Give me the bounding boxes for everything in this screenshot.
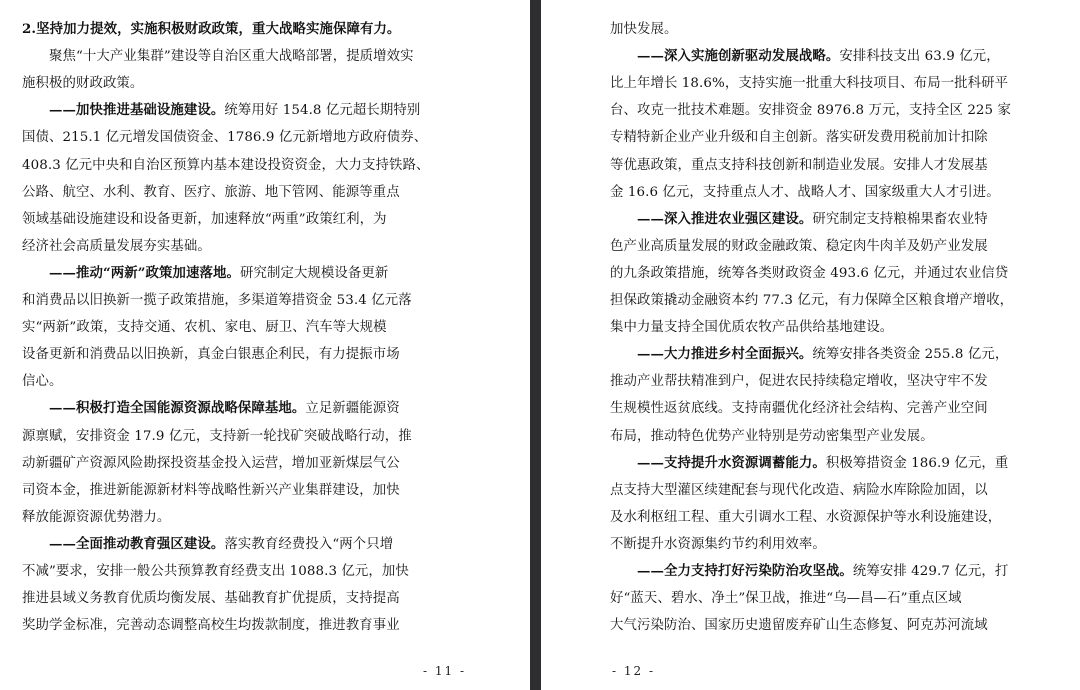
body-text: 比上年增长 18.6%，支持实施一批重大科技项目、布局一批科研平: [610, 76, 1009, 92]
body-text: 统筹用好 154.8 亿元超长期特别: [224, 103, 421, 119]
text-line: [610, 179, 1000, 206]
text-line: [22, 260, 388, 287]
text-line: [610, 287, 1013, 314]
body-text: 和消费品以旧换新一揽子政策措施，多渠道筹措资金 53.4 亿元落: [22, 293, 412, 308]
body-text: 专精特新企业产业升级和自主创新。落实研发费用税前加计扣除: [610, 130, 988, 146]
text-line: [610, 314, 893, 341]
text-line: [610, 477, 988, 504]
page-number-left: - 11 -: [423, 664, 467, 678]
text-line: [610, 558, 1008, 585]
page-divider: [530, 0, 541, 690]
page-number-right: - 12 -: [612, 664, 656, 678]
body-text: 聚焦“十大产业集群”建设等自治区重大战略部署，提质增效实: [49, 49, 414, 65]
text-line: [22, 395, 400, 422]
text-line: [22, 179, 400, 206]
body-text: 领域基础设施建设和设备更新，加速释放“两重”政策红利，为: [22, 211, 387, 227]
text-line: [610, 612, 988, 639]
heading-text: ——推动“两新”政策加速落地。: [49, 264, 240, 281]
body-text: 实“两新”政策，支持交通、农机、家电、厨卫、汽车等大规模: [22, 320, 387, 336]
body-text: 推进县域义务教育优质均衡发展、基础教育扩优提质，支持提高: [22, 591, 400, 607]
body-text: 生规模性返贫底线。支持南疆优化经济社会结构、完善产业空间: [610, 401, 988, 417]
heading-text: ——全面推动教育强区建设。: [49, 535, 225, 552]
text-line: [22, 233, 211, 260]
text-line: [22, 612, 400, 639]
text-line: [610, 260, 1008, 287]
text-line: [22, 504, 170, 531]
body-text: 不断提升水资源集约节约利用效率。: [610, 536, 826, 552]
text-line: [610, 368, 988, 395]
text-line: [610, 152, 988, 179]
text-line: [22, 70, 143, 97]
text-line: [610, 531, 826, 558]
body-text: 安排科技支出 63.9 亿元，: [839, 49, 1000, 65]
text-line: [22, 16, 400, 43]
body-text: 推动产业帮扶精准到户，促进农民持续稳定增收，坚决守牢不发: [610, 374, 988, 390]
body-text: 公路、航空、水利、教育、医疗、旅游、地下管网、能源等重点: [22, 184, 400, 200]
body-text: 集中力量支持全国优质农牧产品供给基地建设。: [610, 320, 894, 336]
body-text: 担保政策撬动金融资本约 77.3 亿元，有力保障全区粮食增产增收，: [610, 293, 1014, 308]
text-line: [610, 341, 1008, 368]
body-text: 立足新疆能源资: [305, 401, 400, 417]
body-text: 释放能源资源优势潜力。: [22, 509, 171, 525]
text-line: [610, 504, 1001, 531]
body-text: 统筹安排 429.7 亿元，打: [852, 564, 1009, 579]
body-text: 源禀赋，安排资金 17.9 亿元，支持新一轮找矿突破战略行动，推: [22, 428, 412, 444]
body-text: 落实教育经费投入“两个只增: [224, 536, 394, 552]
body-text: 设备更新和消费品以旧换新，真金白银惠企利民，有力提振市场: [22, 347, 400, 363]
body-text: 奖助学金标准，完善动态调整高校生均拨款制度，推进教育事业: [22, 618, 400, 634]
text-line: [610, 97, 1011, 124]
text-line: [610, 395, 988, 422]
text-line: [22, 585, 400, 612]
heading-text: ——支持提升水资源调蓄能力。: [637, 454, 826, 471]
body-text: 司资本金，推进新能源新材料等战略性新兴产业集群建设，加快: [22, 482, 400, 498]
body-text: 好“蓝天、碧水、净土”保卫战，推进“乌—昌—石”重点区域: [610, 591, 962, 607]
body-text: 大气污染防治、国家历史遗留废弃矿山生态修复、阿克苏河流域: [610, 618, 988, 634]
body-text: 动新疆矿产资源风险勘探投资基金投入运营，增加亚新煤层气公: [22, 455, 400, 471]
body-text: 国债、215.1 亿元增发国债资金、1786.9 亿元新增地方政府债券、: [22, 130, 428, 146]
heading-text: ——积极打造全国能源资源战略保障基地。: [49, 400, 306, 417]
text-line: [610, 450, 1008, 477]
body-text: 研究制定大规模设备更新: [239, 265, 389, 281]
heading-text: ——加快推进基础设施建设。: [49, 102, 225, 119]
text-line: [610, 43, 1000, 70]
heading-text: ——全力支持打好污染防治攻坚战。: [637, 563, 853, 579]
body-text: 积极筹措资金 186.9 亿元，重: [825, 455, 1009, 471]
body-text: 的九条政策措施，统筹各类财政资金 493.6 亿元，并通过农业信贷: [610, 265, 1009, 281]
text-line: [22, 450, 400, 477]
heading-text: 2.坚持加力提效，实施积极财政政策，重大战略实施保障有力。: [22, 21, 401, 37]
body-text: 施积极的财政政策。: [22, 76, 144, 92]
text-line: [22, 477, 400, 504]
text-line: [22, 152, 429, 179]
body-text: 信心。: [22, 374, 63, 390]
text-line: [22, 287, 412, 314]
body-text: 等优惠政策，重点支持科技创新和制造业发展。安排人才发展基: [610, 157, 988, 173]
text-line: [610, 423, 934, 450]
body-text: 经济社会高质量发展夯实基础。: [22, 238, 211, 254]
body-text: 统筹安排各类资金 255.8 亿元，: [812, 347, 1009, 363]
text-line: [22, 423, 412, 450]
heading-text: ——大力推进乡村全面振兴。: [637, 346, 813, 363]
text-line: [22, 531, 393, 558]
text-line: [22, 43, 414, 70]
text-line: [610, 70, 1008, 97]
body-text: 不减”要求，安排一般公共预算教育经费支出 1088.3 亿元，加快: [22, 564, 409, 579]
text-line: [610, 585, 962, 612]
text-line: [610, 206, 988, 233]
heading-text: ——深入实施创新驱动发展战略。: [637, 48, 840, 65]
body-text: 色产业高质量发展的财政金融政策、稳定肉牛肉羊及奶产业发展: [610, 238, 988, 254]
text-line: [22, 368, 62, 395]
text-line: [22, 206, 387, 233]
text-line: [22, 314, 387, 341]
text-line: [22, 558, 409, 585]
text-line: [610, 233, 988, 260]
text-line: [22, 341, 400, 368]
text-line: [610, 124, 988, 151]
body-text: 布局，推动特色优势产业特别是劳动密集型产业发展。: [610, 428, 934, 444]
text-line: [22, 97, 420, 124]
body-text: 及水利枢纽工程、重大引调水工程、水资源保护等水利设施建设，: [610, 509, 1002, 525]
body-text: 金 16.6 亿元，支持重点人才、战略人才、国家级重大人才引进。: [610, 184, 1000, 200]
body-text: 台、攻克一批技术难题。安排资金 8976.8 万元，支持全区 225 家: [610, 103, 1012, 119]
heading-text: ——深入推进农业强区建设。: [637, 210, 813, 227]
body-text: 408.3 亿元中央和自治区预算内基本建设投资资金，大力支持铁路、: [22, 157, 430, 173]
body-text: 加快发展。: [610, 22, 678, 37]
text-line: [610, 16, 677, 43]
body-text: 研究制定支持粮棉果畜农业特: [812, 211, 988, 227]
text-line: [22, 124, 427, 151]
body-text: 点支持大型灌区续建配套与现代化改造、病险水库除险加固，以: [610, 482, 988, 498]
